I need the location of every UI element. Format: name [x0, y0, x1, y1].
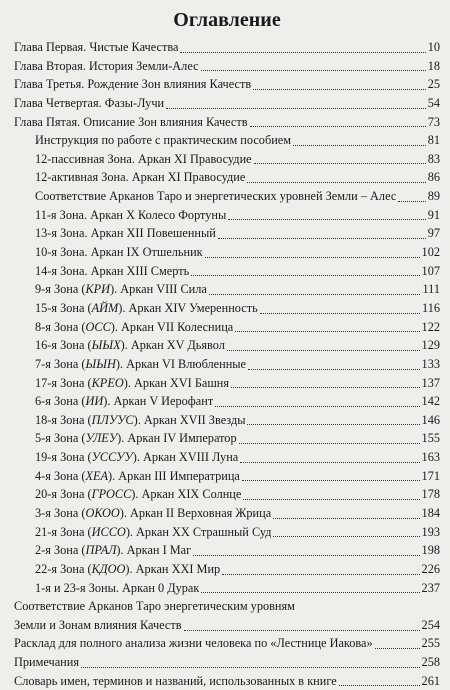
toc-entry-title: [14, 616, 182, 635]
toc-entry-page: 261: [421, 673, 440, 688]
toc-entry-title: [35, 541, 191, 560]
toc-entry-text-after: ). Аркан I Маг: [116, 543, 192, 558]
toc-entry-text: Соответствие Арканов Таро энергетическим уровням: [14, 599, 295, 614]
toc-entry: [14, 57, 440, 76]
toc-entry-title: [35, 392, 213, 411]
toc-entry: [14, 411, 440, 430]
dot-leader: [242, 480, 420, 481]
toc-entry-zone-name: ХЕА: [85, 468, 109, 483]
toc-entry-page: 258: [421, 655, 440, 670]
toc-entry-title: [14, 94, 164, 113]
toc-entry: [14, 187, 440, 206]
toc-entry-text: 8-я Зона (: [35, 319, 86, 334]
dot-leader: [215, 406, 419, 407]
dot-leader: [273, 518, 419, 519]
toc-entry: [14, 168, 440, 187]
toc-entry-title: [35, 206, 226, 225]
toc-entry-title: [35, 448, 238, 467]
toc-entry-text: 11-я Зона. Аркан X Колесо Фортуны: [35, 207, 227, 222]
toc-entry-text-after: ). Аркан II Верховная Жрица: [119, 506, 272, 520]
toc-entry-zone-name: УЛЕУ: [85, 431, 118, 446]
toc-entry-page: 254: [421, 617, 440, 632]
toc-entry-title: [35, 262, 189, 281]
toc-entry-text: 10-я Зона. Аркан IX Отшельник: [35, 245, 203, 260]
toc-entry-title: [35, 131, 291, 150]
toc-entry-page: 198: [421, 543, 440, 558]
toc-entry-zone-name: ОСС: [85, 319, 111, 334]
toc-entry-page: 122: [421, 319, 440, 334]
toc-entry-text-after: ). Аркан VIII Сила: [110, 282, 207, 297]
dot-leader: [180, 52, 425, 53]
dot-leader: [81, 667, 420, 668]
dot-leader: [209, 294, 421, 295]
toc-entry-text: 17-я Зона (: [35, 375, 92, 390]
toc-entry-text: Глава Пятая. Описание Зон влияния Качеств: [14, 114, 248, 129]
dot-leader: [247, 424, 419, 425]
toc-entry-zone-name: ПЛУУС: [91, 412, 134, 427]
toc-entry: [14, 150, 440, 169]
toc-entry-title: [14, 634, 373, 653]
toc-entry-title: [35, 280, 207, 299]
toc-entry-text-after: ). Аркан XX Страшный Суд: [125, 524, 272, 539]
toc-entry-page: 137: [421, 375, 440, 390]
toc-entry-text-after: ). Аркан IV Император: [117, 431, 237, 446]
toc-entry-page: 73: [427, 114, 440, 129]
toc-entry-title: [35, 336, 225, 355]
toc-entry-page: 142: [421, 394, 440, 409]
dot-leader: [193, 555, 419, 556]
toc-entry: [14, 243, 440, 262]
toc-entry-page: 54: [427, 95, 440, 110]
dot-leader: [250, 126, 426, 127]
toc-entry-title: [14, 653, 79, 672]
toc-entry-text: 22-я Зона (: [35, 561, 92, 576]
toc-entry: [14, 355, 440, 374]
toc-entry: [14, 299, 440, 318]
toc-entry-page: 107: [421, 263, 440, 278]
dot-leader: [235, 331, 419, 332]
dot-leader: [227, 350, 420, 351]
toc-entry-text: 15-я Зона (: [35, 300, 92, 315]
toc-list: [14, 38, 440, 690]
dot-leader: [260, 313, 420, 314]
dot-leader: [243, 499, 419, 500]
toc-entry-text: 5-я Зона (: [35, 431, 86, 446]
toc-entry-text: Примечания: [14, 655, 80, 670]
toc-entry: [14, 467, 440, 486]
toc-entry-title: [35, 467, 240, 486]
toc-entry-page: 171: [421, 468, 440, 483]
toc-entry-page: 255: [421, 636, 440, 651]
toc-entry-title: [35, 243, 203, 262]
toc-entry-text: Соответствие Арканов Таро и энергетических уровней Земли – Алес: [35, 189, 397, 204]
dot-leader: [228, 219, 425, 220]
toc-entry: [14, 448, 440, 467]
dot-leader: [247, 182, 425, 183]
toc-entry-text: Глава Третья. Рождение Зон влияния Качеств: [14, 77, 252, 92]
toc-entry-page: 226: [421, 561, 440, 576]
toc-entry: [14, 653, 440, 672]
toc-entry: [14, 616, 440, 635]
toc-entry-text-after: ). Аркан VI Влюбленные: [115, 356, 247, 371]
toc-entry: [14, 635, 440, 654]
toc-entry-title: [35, 523, 271, 542]
toc-entry-page: 18: [427, 58, 440, 73]
toc-entry-zone-name: УССУУ: [91, 450, 133, 465]
toc-entry-page: 184: [421, 506, 440, 520]
toc-entry-zone-name: КРЕО: [91, 375, 124, 390]
dot-leader: [231, 387, 420, 388]
dot-leader: [273, 536, 419, 537]
toc-entry-text: Словарь имен, терминов и названий, использованных в книге: [14, 673, 337, 688]
toc-entry-text-after: ). Аркан XVII Звезды: [133, 412, 246, 427]
toc-entry: [14, 504, 440, 523]
toc-entry-page: 91: [427, 207, 440, 222]
toc-entry-page: 146: [421, 412, 440, 427]
toc-entry-text: 4-я Зона (: [35, 468, 86, 483]
toc-entry-text: 9-я Зона (: [35, 282, 86, 297]
toc-entry: [14, 75, 440, 94]
dot-leader: [239, 443, 420, 444]
toc-entry-zone-name: АЙМ: [91, 300, 119, 315]
toc-entry-title: [14, 597, 295, 616]
toc-entry-page: 83: [427, 151, 440, 166]
toc-entry: [14, 38, 440, 57]
toc-entry-title: [35, 429, 237, 448]
toc-entry-text: 12-активная Зона. Аркан XI Правосудие: [35, 170, 246, 185]
toc-entry: [14, 597, 440, 616]
toc-entry-title: [35, 168, 245, 187]
toc-entry: [14, 318, 440, 337]
toc-entry-zone-name: КРИ: [85, 282, 111, 297]
toc-entry: [14, 672, 440, 690]
toc-entry-page: 116: [422, 300, 440, 315]
dot-leader: [166, 108, 426, 109]
toc-entry: [14, 541, 440, 560]
toc-entry: [14, 523, 440, 542]
toc-entry-title: [35, 224, 216, 243]
page-title: Оглавление: [173, 9, 281, 31]
dot-leader: [201, 592, 419, 593]
toc-entry-title: [35, 355, 246, 374]
toc-entry-title: [35, 485, 241, 504]
toc-entry-page: 86: [427, 170, 440, 185]
toc-entry: [14, 374, 440, 393]
dot-leader: [191, 275, 419, 276]
dot-leader: [205, 257, 420, 258]
toc-entry-text: 13-я Зона. Аркан XII Повешенный: [35, 226, 216, 241]
toc-entry: [14, 392, 440, 411]
toc-entry-text: 3-я Зона (: [35, 506, 86, 520]
toc-entry-title: [35, 318, 233, 337]
toc-entry-text-after: ). Аркан XIX Солнце: [131, 487, 242, 502]
toc-entry-page: 129: [421, 338, 440, 353]
toc-entry-title: [35, 187, 396, 206]
toc-entry-text: 16-я Зона (: [35, 338, 92, 353]
toc-entry-zone-name: ЫЫН: [85, 356, 116, 371]
toc-entry-page: 10: [427, 39, 440, 54]
toc-entry-title: [14, 38, 178, 57]
toc-entry-title: [35, 579, 199, 598]
toc-entry-text: 19-я Зона (: [35, 450, 92, 465]
toc-entry-title: [35, 299, 258, 318]
toc-entry: [14, 131, 440, 150]
toc-entry-text: 7-я Зона (: [35, 356, 86, 371]
toc-entry-text: 20-я Зона (: [35, 487, 92, 502]
toc-entry-page: 155: [421, 431, 440, 446]
toc-entry: [14, 262, 440, 281]
toc-entry-text-after: ). Аркан XVI Башня: [123, 375, 230, 390]
toc-entry: [14, 94, 440, 113]
toc-entry-text-after: ). Аркан V Иерофант: [103, 394, 214, 409]
toc-entry-title: [14, 672, 337, 690]
toc-entry-title: [35, 374, 229, 393]
toc-entry: [14, 336, 440, 355]
toc-entry-page: 133: [421, 356, 440, 371]
toc-entry-zone-name: КДОО: [91, 561, 126, 576]
toc-entry-title: [14, 113, 248, 132]
toc-entry-text: Глава Четвертая. Фазы-Лучи: [14, 95, 165, 110]
toc-entry: [14, 280, 440, 299]
toc-entry: [14, 206, 440, 225]
toc-entry-page: 25: [427, 77, 440, 92]
toc-entry: [14, 224, 440, 243]
toc-entry-text: Глава Первая. Чистые Качества: [14, 39, 179, 54]
dot-leader: [240, 462, 419, 463]
toc-entry-zone-name: ГРОСС: [91, 487, 132, 502]
toc-entry-text: 6-я Зона (: [35, 394, 86, 409]
toc-entry: [14, 429, 440, 448]
toc-entry-zone-name: ЫЫХ: [91, 338, 121, 353]
toc-entry-text-after: ). Аркан XVIII Луна: [132, 450, 239, 465]
toc-entry-text: Глава Вторая. История Земли-Алес: [14, 58, 199, 73]
toc-entry-text-after: ). Аркан VII Колесница: [110, 319, 234, 334]
toc-entry: [14, 485, 440, 504]
toc-entry-page: 102: [421, 245, 440, 260]
toc-entry-title: [35, 504, 271, 523]
dot-leader: [248, 369, 420, 370]
toc-entry-text: 1-я и 23-я Зоны. Аркан 0 Дурак: [35, 580, 200, 595]
toc-entry-text: 14-я Зона. Аркан XIII Смерть: [35, 263, 190, 278]
toc-entry: [14, 560, 440, 579]
toc-entry-text: 12-пассивная Зона. Аркан XI Правосудие: [35, 151, 252, 166]
toc-entry-title: [14, 75, 251, 94]
toc-entry-page: 111: [422, 282, 440, 297]
dot-leader: [339, 685, 420, 686]
toc-entry-text: Инструкция по работе с практическим пособием: [35, 133, 292, 148]
toc-entry: [14, 579, 440, 598]
toc-entry-page: 89: [427, 189, 440, 204]
toc-entry-zone-name: ИССО: [91, 524, 126, 539]
toc-entry-text: 18-я Зона (: [35, 412, 92, 427]
toc-entry-title: [35, 411, 245, 430]
toc-entry-zone-name: ОКОО: [85, 506, 120, 520]
dot-leader: [218, 238, 426, 239]
toc-entry-page: 193: [421, 524, 440, 539]
toc-entry: [14, 113, 440, 132]
toc-entry-text-after: ). Аркан XV Дьявол: [120, 338, 225, 353]
toc-entry-text-after: ). Аркан III Императрица: [108, 468, 240, 483]
toc-entry-title: [14, 57, 199, 76]
toc-entry-text: 2-я Зона (: [35, 543, 86, 558]
dot-leader: [293, 145, 426, 146]
toc-entry-page: 237: [421, 580, 440, 595]
dot-leader: [398, 201, 425, 202]
dot-leader: [222, 574, 419, 575]
toc-entry-zone-name: ИИ: [85, 394, 104, 409]
toc-entry-page: 81: [427, 133, 440, 148]
toc-entry-zone-name: ПРАЛ: [85, 543, 117, 558]
toc-entry-text: Расклад для полного анализа жизни человека по «Лестнице Иакова»: [14, 636, 373, 651]
toc-entry-text-after: ). Аркан XXI Мир: [125, 561, 221, 576]
toc-entry-title: [35, 150, 252, 169]
dot-leader: [184, 630, 420, 631]
toc-entry-text-after: ). Аркан XIV Умеренность: [118, 300, 258, 315]
toc-entry-title: [35, 560, 220, 579]
toc-entry-text: 21-я Зона (: [35, 524, 92, 539]
dot-leader: [254, 163, 426, 164]
dot-leader: [201, 70, 426, 71]
toc-entry-page: 178: [421, 487, 440, 502]
dot-leader: [253, 89, 426, 90]
toc-entry-page: 97: [427, 226, 440, 241]
dot-leader: [375, 648, 420, 649]
toc-entry-page: 163: [421, 450, 440, 465]
toc-entry-text: Земли и Зонам влияния Качеств: [14, 617, 182, 632]
